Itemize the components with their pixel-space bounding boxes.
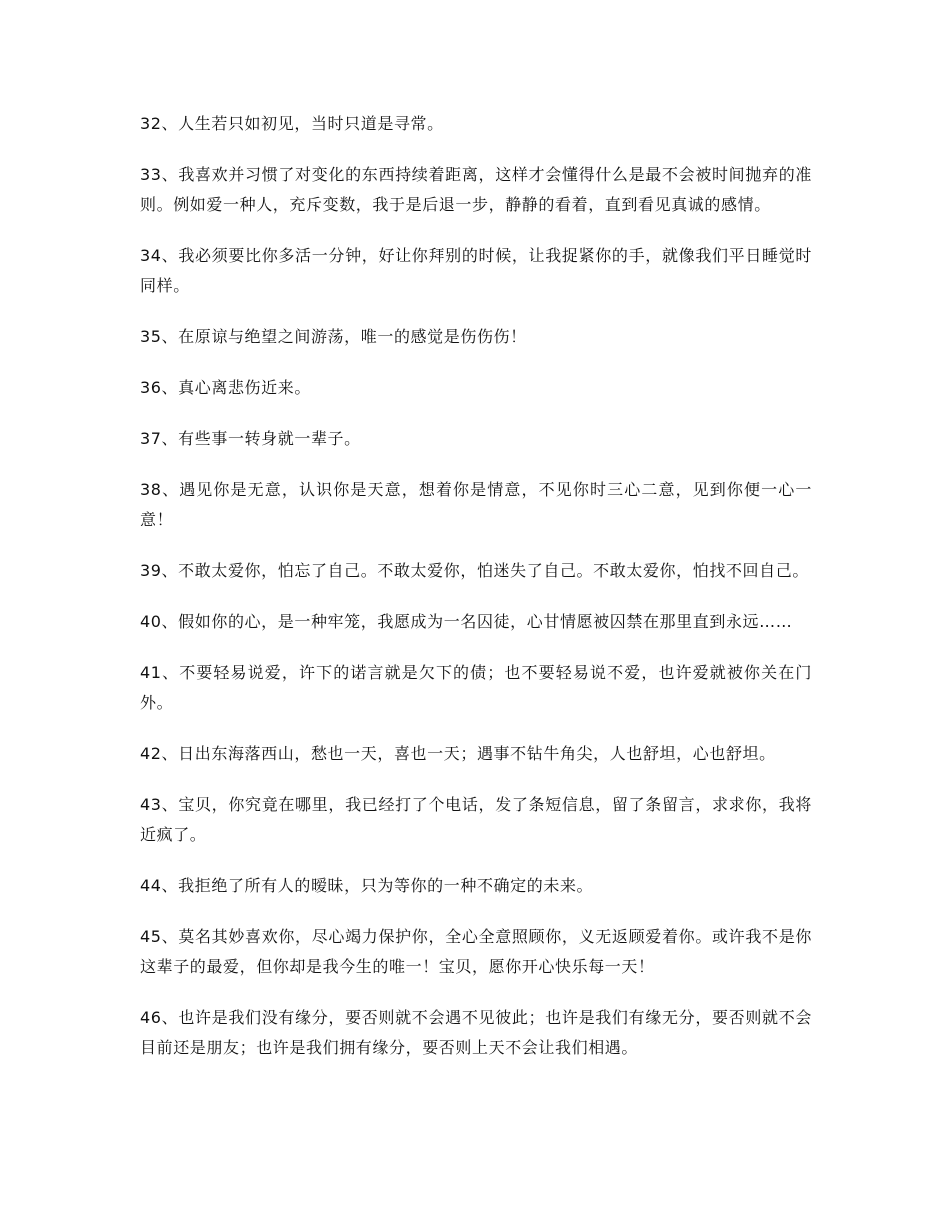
paragraph-38: 38、遇见你是无意，认识你是天意，想着你是情意，不见你时三心二意，见到你便一心一意！ [140, 480, 812, 529]
paragraph-44: 44、我拒绝了所有人的暧昧，只为等你的一种不确定的未来。 [140, 876, 594, 895]
paragraph-46: 46、也许是我们没有缘分，要否则就不会遇不见彼此；也许是我们有缘无分，要否则就不会目前还是朋友；也许是我们拥有缘分，要否则上天不会让我们相遇。 [140, 1008, 812, 1057]
paragraph-33: 33、我喜欢并习惯了对变化的东西持续着距离，这样才会懂得什么是最不会被时间抛弃的准则。例如爱一种人，充斥变数，我于是后退一步，静静的看着，直到看见真诚的感情。 [140, 165, 812, 214]
paragraph-41: 41、不要轻易说爱，许下的诺言就是欠下的债；也不要轻易说不爱，也许爱就被你关在门外。 [140, 663, 812, 712]
paragraph-39: 39、不敢太爱你，怕忘了自己。不敢太爱你，怕迷失了自己。不敢太爱你，怕找不回自己。 [140, 561, 809, 580]
paragraph-42: 42、日出东海落西山，愁也一天，喜也一天；遇事不钻牛角尖，人也舒坦，心也舒坦。 [140, 744, 776, 763]
paragraph-43: 43、宝贝，你究竟在哪里，我已经打了个电话，发了条短信息，留了条留言，求求你，我将近疯了。 [140, 795, 812, 844]
paragraph-45: 45、莫名其妙喜欢你，尽心竭力保护你，全心全意照顾你，义无返顾爱着你。或许我不是你这辈子的最爱，但你却是我今生的唯一！宝贝，愿你开心快乐每一天！ [140, 927, 812, 976]
paragraph-37: 37、有些事一转身就一辈子。 [140, 429, 361, 448]
paragraph-36: 36、真心离悲伤近来。 [140, 378, 311, 397]
paragraph-40: 40、假如你的心，是一种牢笼，我愿成为一名囚徒，心甘情愿被囚禁在那里直到永远…… [140, 612, 793, 631]
paragraph-34: 34、我必须要比你多活一分钟，好让你拜别的时候，让我捉紧你的手，就像我们平日睡觉时同样。 [140, 246, 812, 295]
document-body [140, 109, 812, 1084]
paragraph-32: 32、人生若只如初见，当时只道是寻常。 [140, 114, 444, 133]
paragraph-35: 35、在原谅与绝望之间游荡，唯一的感觉是伤伤伤！ [140, 327, 527, 346]
